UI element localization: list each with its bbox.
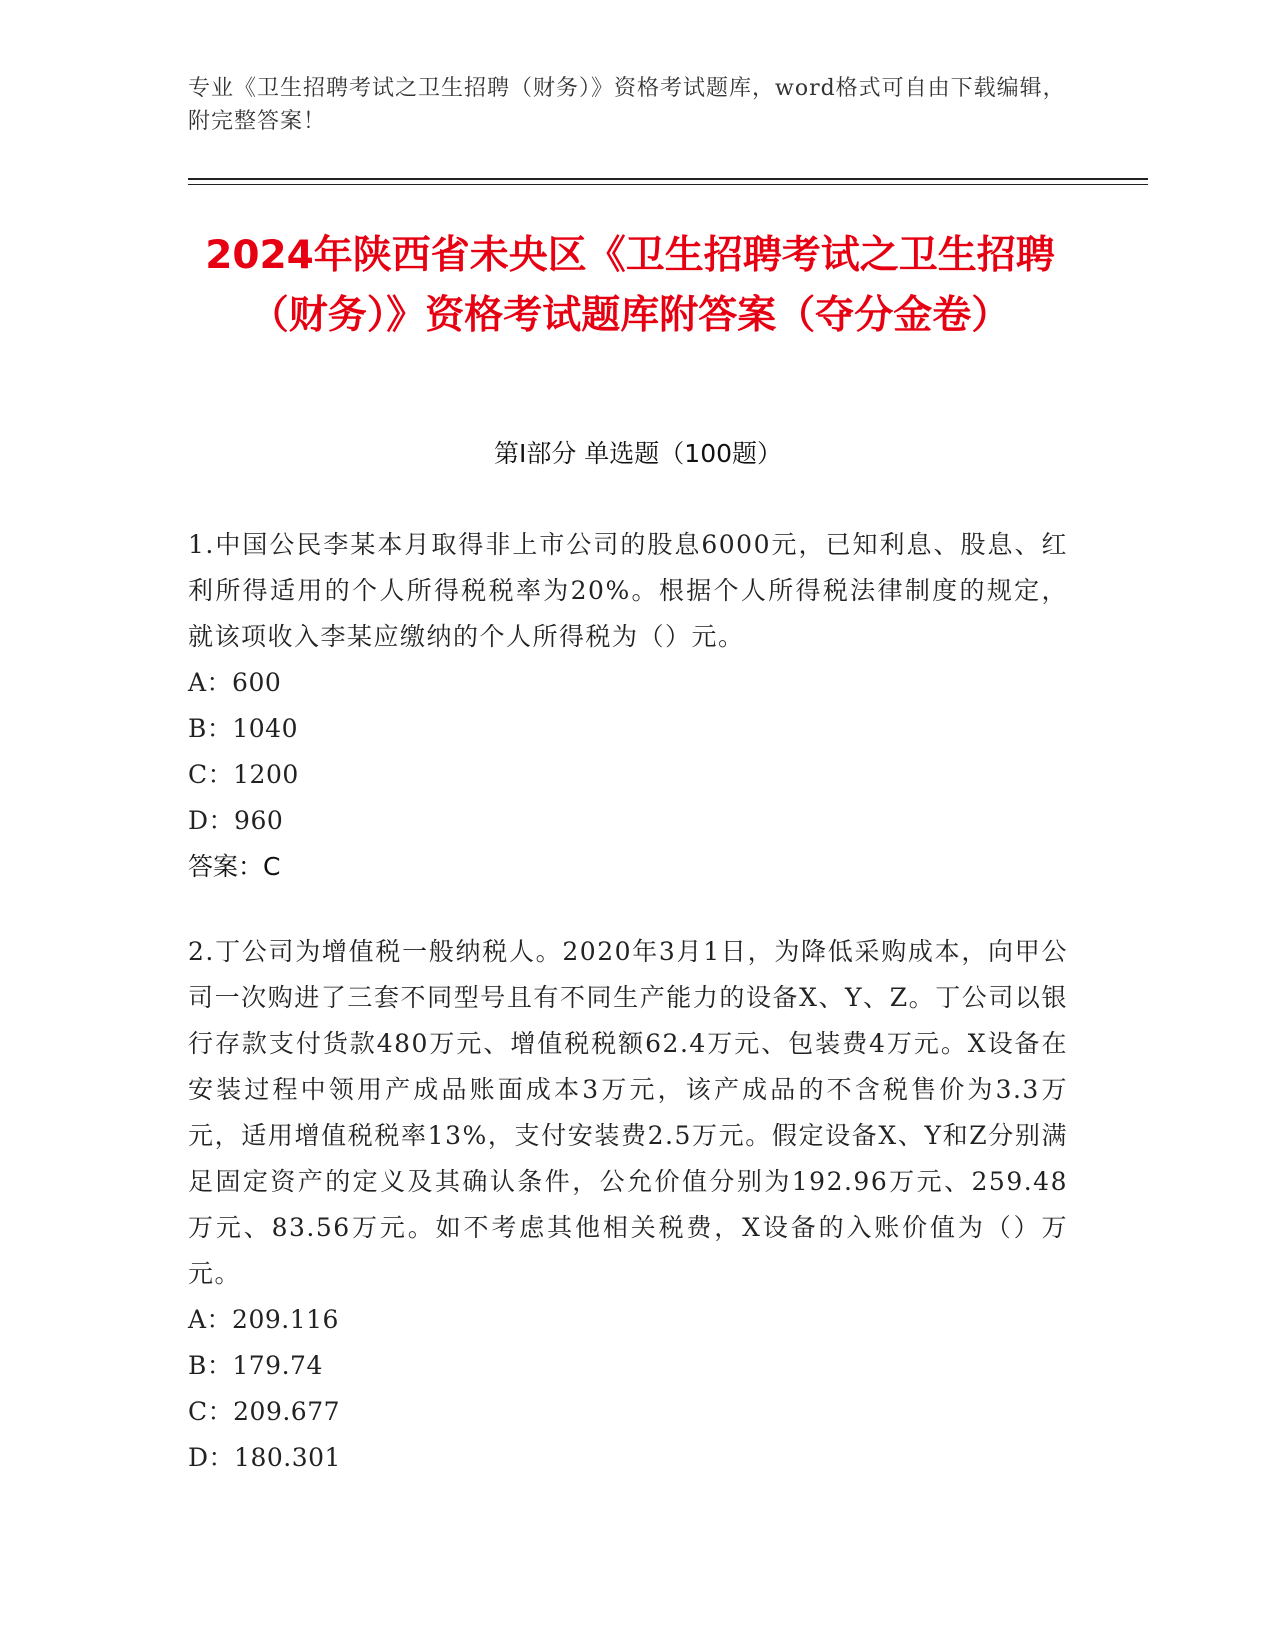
option-d: D：180.301: [188, 1443, 341, 1472]
option-b: B：179.74: [188, 1351, 323, 1380]
section-heading: 第I部分 单选题（100题）: [493, 439, 783, 468]
option-c: C：1200: [188, 760, 299, 789]
question-1: [188, 522, 1068, 890]
option-list: [188, 660, 1068, 844]
option-d: D：960: [188, 806, 284, 835]
question-stem: 1.中国公民李某本月取得非上市公司的股息6000元，已知利息、股息、红利所得适用的个人所得税税率为20%。根据个人所得税法律制度的规定，就该项收入李某应缴纳的个人所得税为（）元。: [188, 530, 1068, 651]
header-note: 专业《卫生招聘考试之卫生招聘（财务）》资格考试题库，word格式可自由下载编辑，附完整答案！: [188, 76, 1066, 134]
option-a: A：209.116: [188, 1305, 339, 1334]
question-2: [188, 929, 1068, 1481]
answer-line: 答案：C: [188, 852, 281, 881]
option-c: C：209.677: [188, 1397, 341, 1426]
document-title: 2024年陕西省未央区《卫生招聘考试之卫生招聘（财务）》资格考试题库附答案（夺分金卷）: [205, 233, 1055, 338]
header-divider-thin: [188, 184, 1148, 185]
option-b: B：1040: [188, 714, 298, 743]
header-divider-thick: [188, 178, 1148, 180]
option-list: [188, 1297, 1068, 1481]
option-a: A：600: [188, 668, 282, 697]
question-stem: 2.丁公司为增值税一般纳税人。2020年3月1日，为降低采购成本，向甲公司一次购进了三套不同型号且有不同生产能力的设备X、Y、Z。丁公司以银行存款支付货款480万元、增值税税额62.4万元、包装费4万元。X设备在安装过程中领用产成品账面成本3万元，该产成品的不含税售价为3.3万元，适用增值税税率13%，支付安装费2.5万元。假定设备X、Y和Z分别满足固定资产的定义及其确认条件，公允价值分别为192.96万元、259.48万元、83.56万元。如不考虑其他相关税费，X设备的入账价值为（）万元。: [188, 937, 1068, 1288]
